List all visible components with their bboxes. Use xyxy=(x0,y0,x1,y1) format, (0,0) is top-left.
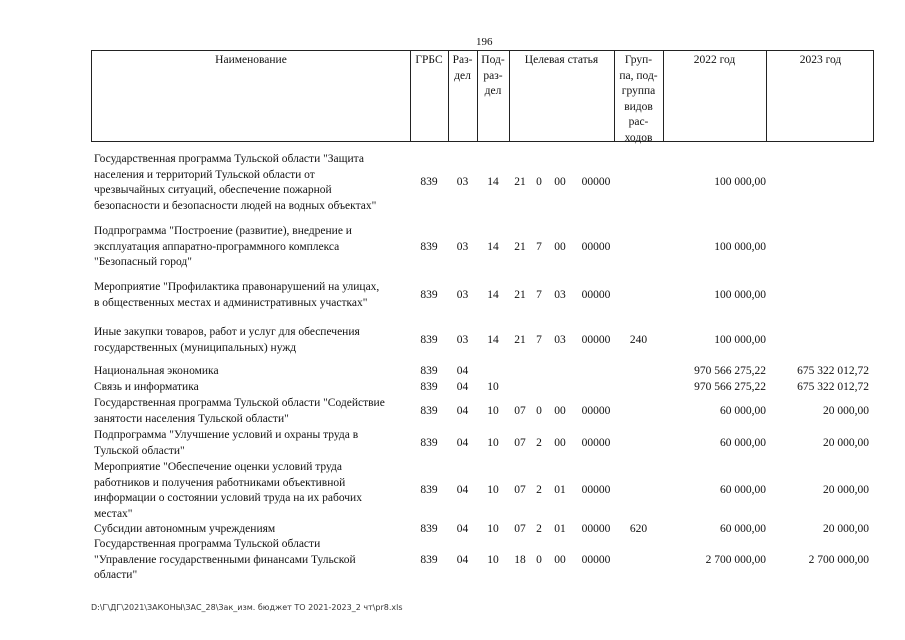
cell-rz: 04 xyxy=(456,404,469,417)
header-year-2023: 2023 год xyxy=(799,54,842,66)
cell-grbs: 839 xyxy=(420,484,438,497)
cell-grbs: 839 xyxy=(420,333,438,346)
cell-grbs: 839 xyxy=(420,176,438,189)
cell-cs3: 00 xyxy=(554,240,566,253)
cell-pr: 10 xyxy=(487,436,499,449)
row-name: Государственная программа Тульской области "Защита населения и территорий Тульской области от чрезвычайных ситуаций, обеспечение пожарной безопасности и безопасности людей на водных объектах" xyxy=(94,153,377,212)
row-name: Мероприятие "Обеспечение оценки условий труда работников и получения работниками объективной информации о состоянии условий труда на их рабочих местах" xyxy=(94,461,362,520)
row-name: Подпрограмма "Улучшение условий и охраны труда в Тульской области" xyxy=(94,429,359,457)
cell-cs2: 7 xyxy=(536,240,542,253)
cell-cs4: 00000 xyxy=(581,333,611,346)
cell-cs1: 21 xyxy=(514,176,526,189)
header-podrazdel: Под- раз- дел xyxy=(481,54,505,97)
cell-y2022: 60 000,00 xyxy=(720,436,766,449)
cell-pr: 14 xyxy=(487,240,499,253)
cell-rz: 03 xyxy=(456,176,469,189)
cell-y2023: 20 000,00 xyxy=(823,484,869,497)
row-name: Субсидии автономным учреждениям xyxy=(94,523,276,535)
row-name: Подпрограмма "Построение (развитие), внедрение и эксплуатация аппаратно-программного комплекса "Безопасный город" xyxy=(94,225,352,269)
cell-cs3: 03 xyxy=(554,333,566,346)
row-name: Национальная экономика xyxy=(94,365,219,377)
cell-cs2: 2 xyxy=(536,436,542,449)
row-name: Государственная программа Тульской области "Управление государственными финансами Тульской области" xyxy=(94,538,356,582)
cell-pr: 10 xyxy=(487,484,499,497)
cell-cs3: 03 xyxy=(554,288,566,301)
cell-grbs: 839 xyxy=(420,523,438,535)
cell-rz: 04 xyxy=(456,381,469,393)
cell-grbs: 839 xyxy=(420,404,438,417)
cell-rz: 03 xyxy=(456,288,469,301)
cell-grbs: 839 xyxy=(420,436,438,449)
cell-grbs: 839 xyxy=(420,365,438,377)
cell-cs1: 21 xyxy=(514,240,526,253)
cell-y2023: 20 000,00 xyxy=(823,404,869,417)
cell-cs4: 00000 xyxy=(581,288,611,301)
cell-rz: 03 xyxy=(456,333,469,346)
cell-y2023: 675 322 012,72 xyxy=(797,365,869,377)
cell-vr: 240 xyxy=(629,333,648,346)
cell-cs3: 00 xyxy=(554,176,566,189)
header-razdel: Раз- дел xyxy=(452,54,473,82)
cell-pr: 14 xyxy=(487,333,499,346)
cell-pr: 14 xyxy=(487,288,499,301)
cell-y2022: 100 000,00 xyxy=(714,333,766,346)
cell-cs4: 00000 xyxy=(581,484,611,497)
cell-cs1: 07 xyxy=(514,436,526,449)
cell-cs2: 2 xyxy=(536,484,542,497)
cell-y2022: 2 700 000,00 xyxy=(705,553,766,566)
cell-cs2: 0 xyxy=(536,176,542,189)
header-grbs: ГРБС xyxy=(415,54,443,66)
cell-y2022: 60 000,00 xyxy=(720,404,766,417)
cell-grbs: 839 xyxy=(420,553,438,566)
table-row xyxy=(0,364,905,380)
cell-cs4: 00000 xyxy=(581,240,611,253)
table-row xyxy=(0,428,905,459)
cell-cs3: 01 xyxy=(554,523,566,535)
cell-y2022: 100 000,00 xyxy=(714,176,766,189)
cell-cs4: 00000 xyxy=(581,553,611,566)
cell-y2022: 100 000,00 xyxy=(714,288,766,301)
footer-file-path: D:\Г\ДГ\2021\ЗАКОНЫ\ЗАС_28\Зак_изм. бюджет ТО 2021-2023_2 чт\pr8.xls xyxy=(91,603,403,612)
header-group: Груп- па, под- группа видов рас- ходов xyxy=(619,54,658,144)
row-name: Связь и информатика xyxy=(94,381,199,393)
table-row xyxy=(0,224,905,271)
table-row xyxy=(0,537,905,584)
cell-grbs: 839 xyxy=(420,381,438,393)
cell-cs3: 00 xyxy=(554,436,566,449)
cell-y2022: 60 000,00 xyxy=(720,523,766,535)
cell-cs2: 7 xyxy=(536,333,542,346)
page-number: 196 xyxy=(476,36,493,48)
cell-pr: 10 xyxy=(487,381,499,393)
cell-pr: 10 xyxy=(487,404,499,417)
cell-cs3: 00 xyxy=(554,553,566,566)
cell-grbs: 839 xyxy=(420,288,438,301)
cell-rz: 03 xyxy=(456,240,469,253)
table-row xyxy=(0,460,905,522)
cell-rz: 04 xyxy=(456,523,469,535)
cell-pr: 10 xyxy=(487,553,499,566)
cell-y2023: 20 000,00 xyxy=(823,436,869,449)
cell-vr: 620 xyxy=(629,523,648,535)
table-row xyxy=(0,152,905,214)
table-row xyxy=(0,396,905,427)
cell-y2022: 970 566 275,22 xyxy=(694,365,766,377)
cell-cs3: 01 xyxy=(554,484,566,497)
row-name: Иные закупки товаров, работ и услуг для обеспечения государственных (муниципальных) нужд xyxy=(94,326,360,354)
cell-cs1: 21 xyxy=(514,333,526,346)
cell-cs4: 00000 xyxy=(581,176,611,189)
table-row xyxy=(0,280,905,311)
header-year-2022: 2022 год xyxy=(693,54,736,66)
cell-cs1: 21 xyxy=(514,288,526,301)
cell-cs2: 7 xyxy=(536,288,542,301)
table-row xyxy=(0,380,905,396)
cell-cs1: 07 xyxy=(514,484,526,497)
cell-cs2: 2 xyxy=(536,523,542,535)
table-header xyxy=(91,50,874,142)
cell-cs3: 00 xyxy=(554,404,566,417)
table-row xyxy=(0,522,905,538)
table-row xyxy=(0,325,905,356)
cell-cs2: 0 xyxy=(536,553,542,566)
row-name: Государственная программа Тульской области "Содействие занятости населения Тульской области" xyxy=(94,397,385,425)
cell-cs4: 00000 xyxy=(581,436,611,449)
cell-rz: 04 xyxy=(456,365,469,377)
cell-rz: 04 xyxy=(456,553,469,566)
cell-cs4: 00000 xyxy=(581,404,611,417)
cell-rz: 04 xyxy=(456,436,469,449)
cell-cs2: 0 xyxy=(536,404,542,417)
header-name: Наименование xyxy=(215,54,287,66)
cell-y2022: 60 000,00 xyxy=(720,484,766,497)
cell-cs1: 07 xyxy=(514,404,526,417)
cell-y2023: 20 000,00 xyxy=(823,523,869,535)
cell-y2023: 675 322 012,72 xyxy=(797,381,869,393)
cell-y2023: 2 700 000,00 xyxy=(808,553,869,566)
cell-cs1: 18 xyxy=(514,553,526,566)
cell-cs1: 07 xyxy=(514,523,526,535)
cell-rz: 04 xyxy=(456,484,469,497)
cell-pr: 10 xyxy=(487,523,499,535)
cell-y2022: 100 000,00 xyxy=(714,240,766,253)
cell-pr: 14 xyxy=(487,176,499,189)
cell-y2022: 970 566 275,22 xyxy=(694,381,766,393)
cell-grbs: 839 xyxy=(420,240,438,253)
cell-cs4: 00000 xyxy=(581,523,611,535)
header-target: Целевая статья xyxy=(524,54,599,66)
row-name: Мероприятие "Профилактика правонарушений на улицах, в общественных местах и административных участках" xyxy=(94,281,380,309)
